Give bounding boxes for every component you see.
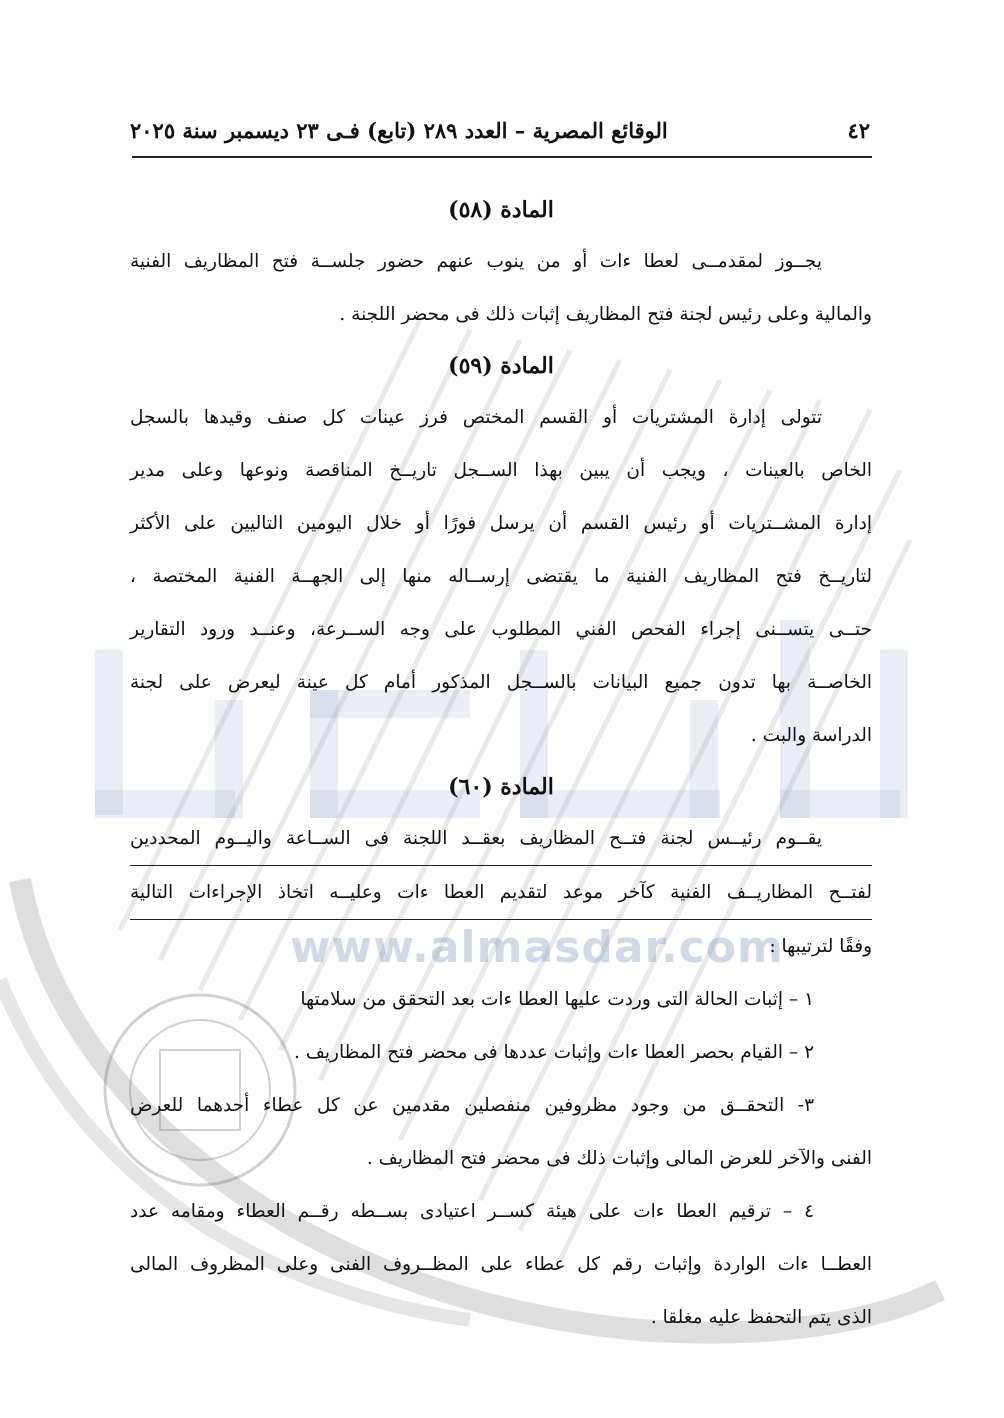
paragraph-line: الخاصــة بها تدون جميع البيانات بالســجل المذكور أمام كل عينة ليعرض على لجنة xyxy=(130,672,872,693)
article-60 xyxy=(130,762,872,1344)
paragraph-line: إدارة المشــتريات أو رئيس القسم أن يرسل فورًا أو خلال اليومين التاليين على الأكثر xyxy=(130,513,872,534)
list-item: ٤ – ترقيم العطا ءات على هيئة كســر اعتيادى بســطه رقــم العطاء ومقامه عدد xyxy=(130,1201,814,1222)
list-item: ٢ – القيام بحصر العطا ءات وإثبات عددها فى محضر فتح المظاريف . xyxy=(293,1042,814,1063)
list-item: ٣- التحقــق من وجود مظروفين منفصلين مقدمين عن كل عطاء أحدهما للعرض xyxy=(130,1095,814,1116)
page-number: ٤٢ xyxy=(847,117,870,143)
paragraph-line: والمالية وعلى رئيس لجنة فتح المظاريف إثبات ذلك فى محضر اللجنة . xyxy=(339,304,872,325)
document-body xyxy=(130,185,872,1344)
article-58-title: المادة (٥٨) xyxy=(448,197,554,223)
paragraph-line: وفقًا لترتيبها : xyxy=(769,936,872,957)
publication-title: الوقائع المصرية – العدد ٢٨٩ (تابع) فـى ٢٣ ديسمبر سنة ٢٠٢٥ xyxy=(130,117,668,143)
paragraph-line: يجــوز لمقدمــى لعطا ءات أو من ينوب عنهم حضور جلســة فتح المظاريف الفنية xyxy=(130,251,822,272)
paragraph-line: يقــوم رئيــس لجنة فتــح المظاريف بعقــد اللجنة فى الســاعة واليــوم المحددين xyxy=(130,812,872,866)
article-58 xyxy=(130,185,872,341)
list-item-continuation: الذى يتم التحفظ عليه مغلقا . xyxy=(650,1307,872,1328)
page-header xyxy=(130,112,870,148)
paragraph-line: تتولى إدارة المشتريات أو القسم المختص فرز عينات كل صنف وقيدها بالسجل xyxy=(130,407,822,428)
paragraph-line: الخاص بالعينات ، ويجب أن يبين بهذا الســجل تاريــخ المناقصة ونوعها وعلى مدير xyxy=(130,460,872,481)
article-60-title: المادة (٦٠) xyxy=(448,774,554,800)
paragraph-line: لتاريــخ فتح المظاريف الفنية ما يقتضى إرســاله منها إلى الجهــة الفنية المختصة ، xyxy=(130,566,872,587)
list-item-continuation: الفنى والآخر للعرض المالى وإثبات ذلك فى محضر فتح المظاريف . xyxy=(366,1148,872,1169)
list-item: ١ – إثبات الحالة التى وردت عليها العطا ءات بعد التحقق من سلامتها xyxy=(300,989,814,1010)
watermark-url: www.almasdar.com xyxy=(290,922,784,973)
header-rule xyxy=(132,156,872,158)
paragraph-line: الدراسة والبت . xyxy=(750,725,872,746)
article-59 xyxy=(130,341,872,762)
paragraph-line: لفتــح المظاريــف الفنية كآخر موعد لتقديم العطا ءات وعليــه اتخاذ الإجراءات التالية xyxy=(130,866,872,920)
article-59-title: المادة (٥٩) xyxy=(448,353,554,379)
list-item-continuation: العطــا ءات الواردة وإثبات رقم كل عطاء على المظــروف الفنى وعلى المظروف المالى xyxy=(130,1254,872,1275)
paragraph-line: حتــى يتســنى إجراء الفحص الفني المطلوب على وجه الســرعة، وعنــد ورود التقارير xyxy=(130,619,872,640)
